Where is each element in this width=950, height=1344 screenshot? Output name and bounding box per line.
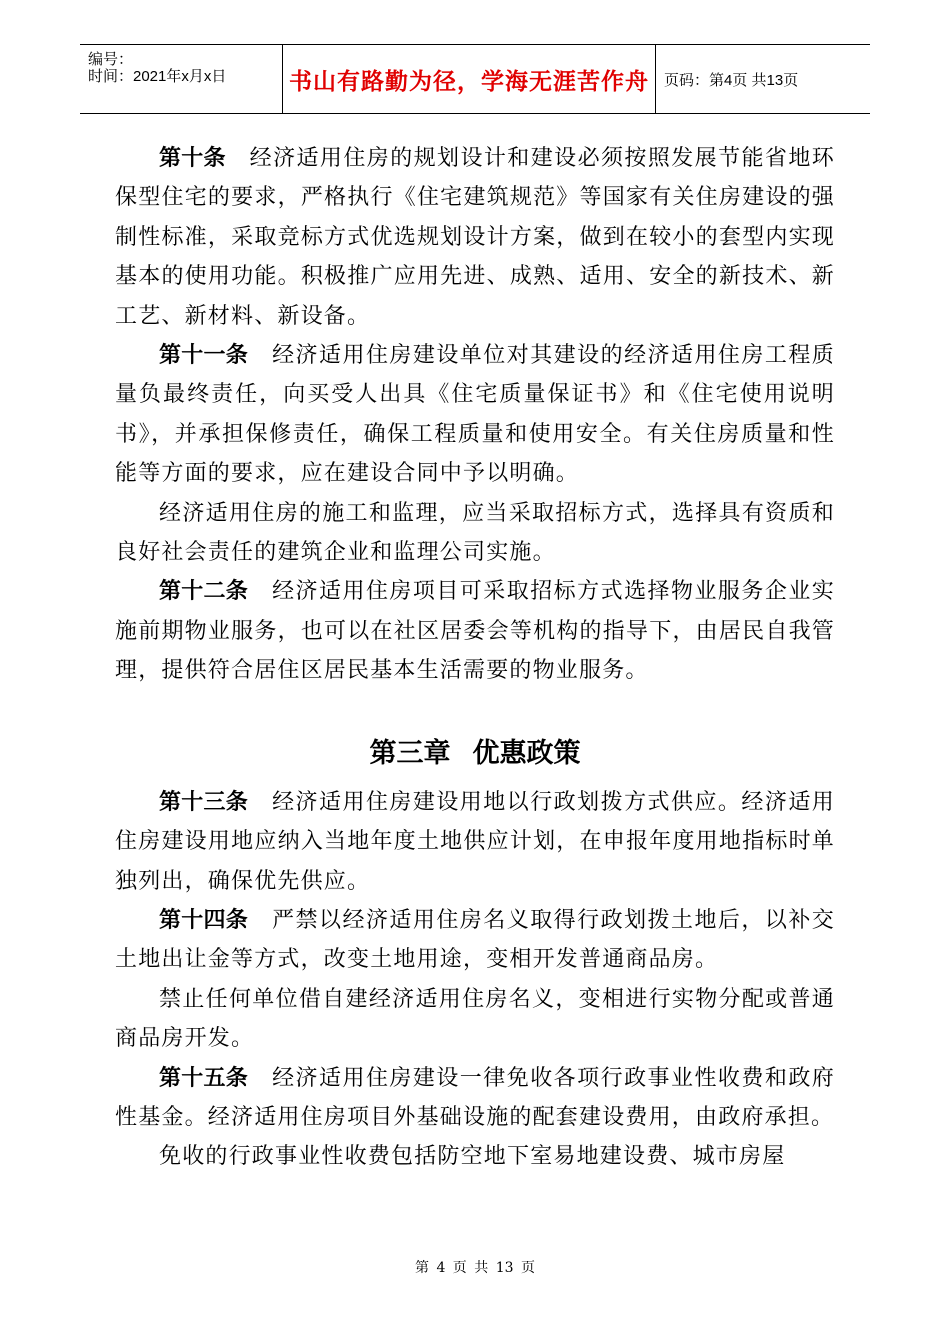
page-footer: 第 4 页 共 13 页 <box>415 1260 535 1276</box>
chapter-number: 第三章 <box>369 737 451 769</box>
article-number: 第十二条 <box>159 579 249 605</box>
article-number: 第十条 <box>159 146 226 171</box>
article-paragraph <box>115 1059 835 1138</box>
section-after-chapter <box>115 783 835 1177</box>
paragraph-text: 免收的行政事业性收费包括防空地下室易地建设费、城市房屋 <box>159 1144 786 1170</box>
chapter-title: 优惠政策 <box>472 737 581 769</box>
article-paragraph <box>115 572 835 690</box>
paragraph-text: 经济适用住房的规划设计和建设必须按照发展节能省地环保型住宅的要求，严格执行《住宅建筑规范》等国家有关住房建设的强制性标准，采取竞标方式优选规划设计方案，做到在较小的套型内实现基本的使用功能。积极推广应用先进、成熟、适用、安全的新技术、新工艺、新材料、新设备。 <box>115 146 835 329</box>
article-paragraph <box>115 783 835 901</box>
body-paragraph <box>115 1137 835 1176</box>
article-number: 第十三条 <box>159 789 249 815</box>
header-motto: 书山有路勤为径，学海无涯苦作舟 <box>283 45 656 113</box>
document-number-label: 编号： <box>88 51 134 68</box>
article-paragraph <box>115 336 835 494</box>
paragraph-text: 严禁以经济适用住房名义取得行政划拨土地后，以补交土地出让金等方式，改变土地用途，变相开发普通商品房。 <box>115 907 835 973</box>
paragraph-text: 经济适用住房建设一律免收各项行政事业性收费和政府性基金。经济适用住房项目外基础设施的配套建设费用，由政府承担。 <box>115 1065 835 1130</box>
body-paragraph <box>115 980 835 1059</box>
paragraph-text: 经济适用住房的施工和监理，应当采取招标方式，选择具有资质和良好社会责任的建筑企业和监理公司实施。 <box>115 500 835 566</box>
paragraph-text: 禁止任何单位借自建经济适用住房名义，变相进行实物分配或普通商品房开发。 <box>115 986 835 1052</box>
header-meta <box>80 45 283 113</box>
chapter-heading <box>115 725 835 783</box>
header-page-number: 页码：第4页 共13页 <box>664 71 799 89</box>
article-number: 第十五条 <box>159 1065 249 1091</box>
paragraph-text: 经济适用住房建设单位对其建设的经济适用住房工程质量负最终责任，向买受人出具《住宅质量保证书》和《住宅使用说明书》，并承担保修责任，确保工程质量和使用安全。有关住房质量和性能等方面的要求，应在建设合同中予以明确。 <box>115 343 835 487</box>
article-number: 第十一条 <box>159 343 249 369</box>
article-paragraph <box>115 901 835 980</box>
article-number: 第十四条 <box>159 907 249 933</box>
article-paragraph <box>115 139 835 336</box>
section-before-chapter <box>115 139 835 691</box>
page-header <box>80 44 870 114</box>
paragraph-text: 经济适用住房建设用地以行政划拨方式供应。经济适用住房建设用地应纳入当地年度土地供应计划，在申报年度用地指标时单独列出，确保优先供应。 <box>115 789 835 894</box>
body-paragraph <box>115 494 835 573</box>
paragraph-text: 经济适用住房项目可采取招标方式选择物业服务企业实施前期物业服务，也可以在社区居委会等机构的指导下，由居民自我管理，提供符合居住区居民基本生活需要的物业服务。 <box>115 579 835 684</box>
document-body <box>115 139 835 1177</box>
document-time-label: 时间：2021年x月x日 <box>88 68 227 85</box>
